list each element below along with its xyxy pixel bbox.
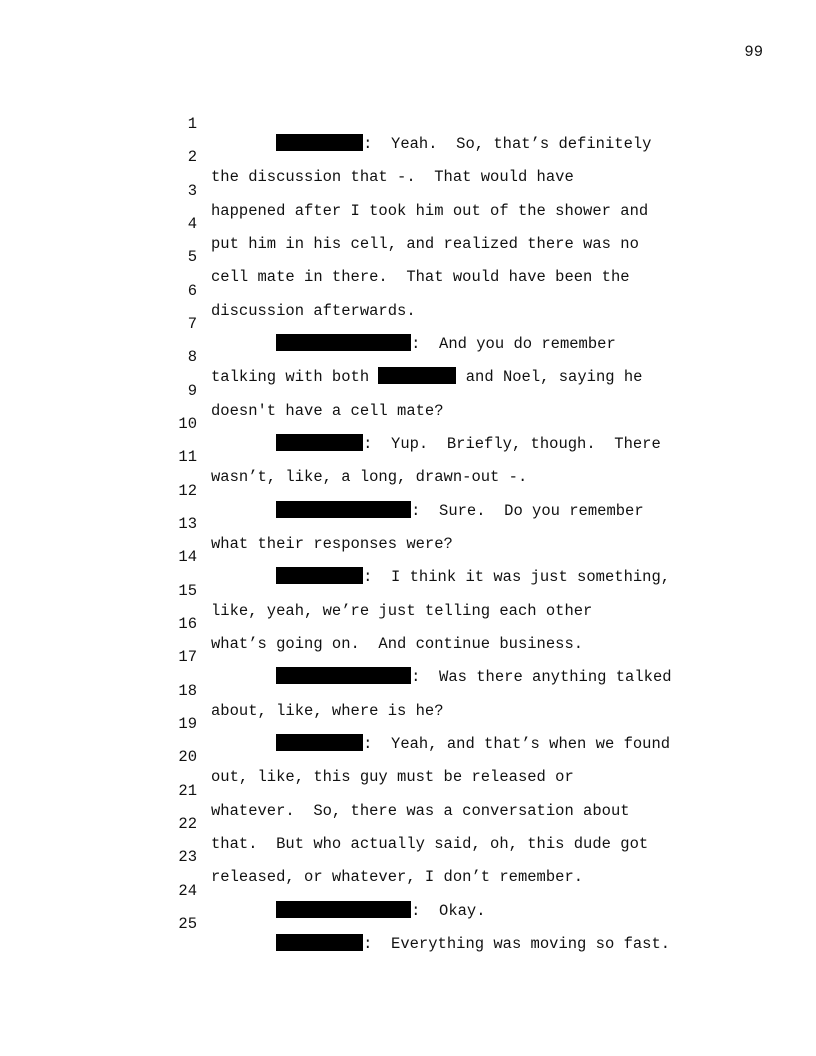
line-number: 21 bbox=[178, 782, 197, 800]
speech: and Noel, saying he bbox=[456, 368, 643, 386]
speech: talking with both bbox=[211, 368, 379, 386]
redacted-speaker-name bbox=[276, 734, 363, 751]
redacted-speaker-name bbox=[276, 334, 411, 351]
transcript-line bbox=[0, 261, 416, 320]
line-number: 15 bbox=[178, 582, 197, 600]
line-text: that. But who actually said, oh, this dude got bbox=[211, 835, 649, 853]
speech: : Yup. Briefly, though. There bbox=[363, 435, 661, 453]
line-number: 18 bbox=[178, 682, 197, 700]
redacted-speaker-name bbox=[276, 934, 363, 951]
line-text: happened after I took him out of the shower and bbox=[211, 202, 649, 220]
speech: : Everything was moving so fast. bbox=[363, 935, 671, 953]
line-number: 9 bbox=[187, 382, 197, 400]
line-text: like, yeah, we’re just telling each other bbox=[211, 602, 593, 620]
line-text bbox=[211, 567, 670, 587]
line-number: 19 bbox=[178, 715, 197, 733]
line-number: 12 bbox=[178, 482, 197, 500]
line-text: out, like, this guy must be released or bbox=[211, 768, 574, 786]
line-number: 2 bbox=[187, 148, 197, 166]
line-number: 1 bbox=[187, 115, 197, 133]
line-number: 17 bbox=[178, 648, 197, 666]
redacted-speaker-name bbox=[276, 901, 411, 918]
line-number: 16 bbox=[178, 615, 197, 633]
line-number: 7 bbox=[187, 315, 197, 333]
transcript-line bbox=[0, 94, 652, 153]
speech: : Yeah. So, that’s definitely bbox=[363, 135, 652, 153]
redacted-speaker-name bbox=[276, 134, 363, 151]
line-text: about, like, where is he? bbox=[211, 702, 444, 720]
speech: : Okay. bbox=[411, 902, 486, 920]
line-text: what’s going on. And continue business. bbox=[211, 635, 584, 653]
transcript-line bbox=[0, 661, 444, 720]
line-number: 6 bbox=[187, 282, 197, 300]
line-text: put him in his cell, and realized there was no bbox=[211, 235, 639, 253]
line-number: 5 bbox=[187, 248, 197, 266]
line-number: 22 bbox=[178, 815, 197, 833]
line-text bbox=[211, 901, 486, 921]
line-text bbox=[211, 734, 670, 754]
line-number: 13 bbox=[178, 515, 197, 533]
line-text: whatever. So, there was a conversation about bbox=[211, 802, 630, 820]
redacted-speaker-name bbox=[276, 567, 363, 584]
line-number: 23 bbox=[178, 848, 197, 866]
line-text: cell mate in there. That would have been the bbox=[211, 268, 630, 286]
line-text bbox=[211, 501, 644, 521]
speech: : Sure. Do you remember bbox=[411, 502, 644, 520]
line-text bbox=[211, 134, 651, 154]
page-number: 99 bbox=[744, 43, 763, 61]
line-number: 11 bbox=[178, 448, 197, 466]
line-number: 4 bbox=[187, 215, 197, 233]
redacted-speaker-name bbox=[276, 501, 411, 518]
speech: : I think it was just something, bbox=[363, 568, 671, 586]
line-text bbox=[211, 934, 670, 954]
line-text: discussion afterwards. bbox=[211, 302, 416, 320]
speech: : Was there anything talked bbox=[411, 668, 672, 686]
line-text: what their responses were? bbox=[211, 535, 453, 553]
line-number: 8 bbox=[187, 348, 197, 366]
redacted-name bbox=[378, 367, 456, 384]
line-text: doesn't have a cell mate? bbox=[211, 402, 444, 420]
line-number: 25 bbox=[178, 915, 197, 933]
line-text bbox=[211, 334, 616, 354]
transcript-line bbox=[0, 494, 453, 553]
redacted-speaker-name bbox=[276, 667, 411, 684]
redacted-speaker-name bbox=[276, 434, 363, 451]
line-text bbox=[211, 667, 672, 687]
line-number: 3 bbox=[187, 182, 197, 200]
line-number: 14 bbox=[178, 548, 197, 566]
line-text: the discussion that -. That would have bbox=[211, 168, 574, 186]
line-text bbox=[211, 434, 661, 454]
line-text: wasn’t, like, a long, drawn-out -. bbox=[211, 468, 528, 486]
speech: : And you do remember bbox=[411, 335, 616, 353]
line-text: released, or whatever, I don’t remember. bbox=[211, 868, 584, 886]
line-number: 24 bbox=[178, 882, 197, 900]
line-text bbox=[211, 367, 642, 387]
speech: : Yeah, and that’s when we found bbox=[363, 735, 671, 753]
line-number: 20 bbox=[178, 748, 197, 766]
line-number: 10 bbox=[178, 415, 197, 433]
